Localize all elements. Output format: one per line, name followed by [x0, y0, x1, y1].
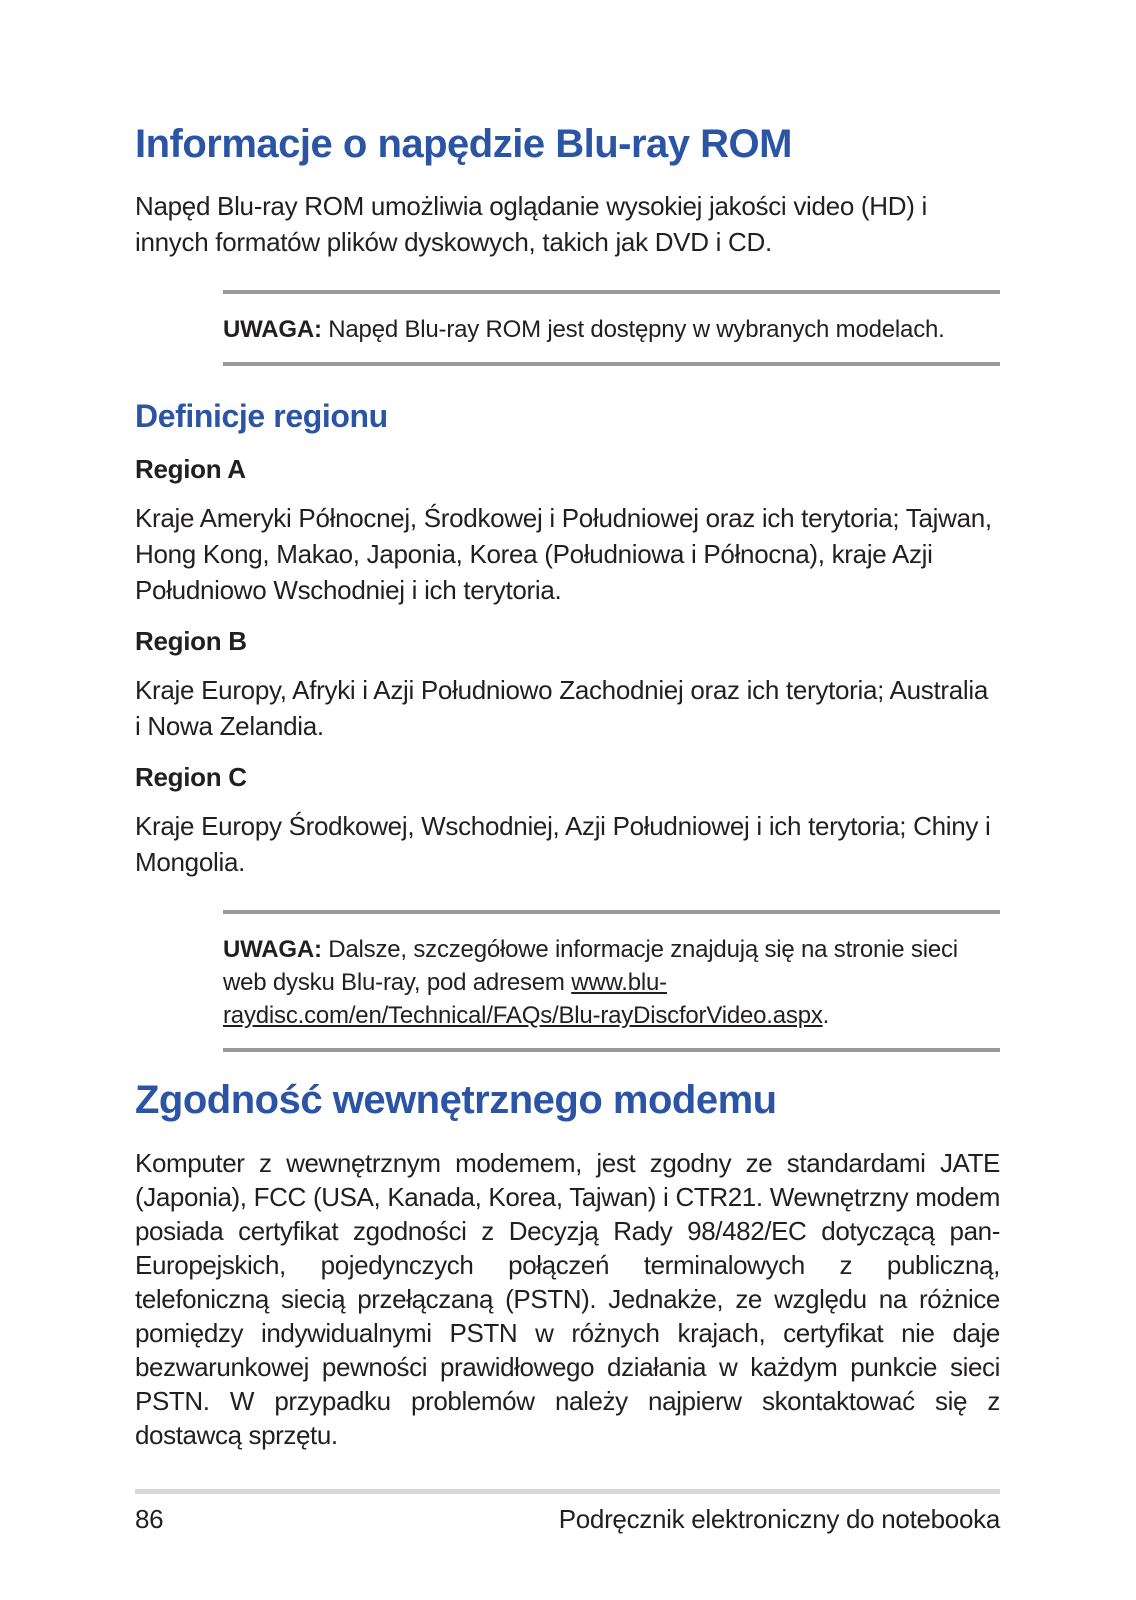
note-label: UWAGA: [223, 936, 322, 963]
region-a-heading: Region A [135, 454, 246, 484]
region-c-description: Kraje Europy Środkowej, Wschodniej, Azji Południowej i ich terytoria; Chiny i Mongolia. [135, 811, 991, 877]
page-title-modem-compliance: Zgodność wewnętrznego modemu [135, 1078, 777, 1122]
region-b-heading: Region B [135, 626, 247, 656]
modem-compliance-paragraph: Komputer z wewnętrznym modemem, jest zgodny ze standardami JATE (Japonia), FCC (USA, Kanada, Korea, Tajwan) i CTR21. Wewnętrzny modem posiada certyfikat zgodności z Decyzją Rady 98/482/EC dotyczącą pan-Europejskich, pojedynczych połączeń terminalowych z publiczną, telefoniczną siecią przełączaną (PSTN). Jednakże, ze względu na różnice pomiędzy indywidualnymi PSTN w różnych krajach, certyfikat nie daje bezwarunkowej pewności prawidłowego działania w każdym punkcie sieci PSTN. W przypadku problemów należy najpierw skontaktować się z dostawcą sprzętu. [135, 1148, 1000, 1450]
note-label: UWAGA: [223, 316, 322, 343]
region-c-heading: Region C [135, 762, 247, 792]
note-box-website [223, 910, 1000, 1052]
note-text-before-link: Dalsze, szczegółowe informacje znajdują się na stronie sieci web dysku Blu-ray, pod adresem [223, 936, 958, 996]
page-footer [135, 1489, 1000, 1535]
region-b-description: Kraje Europy, Afryki i Azji Południowo Zachodniej oraz ich terytoria; Australia i Nowa Zelandia. [135, 675, 989, 741]
section-heading-region-definitions: Definicje regionu [135, 398, 388, 434]
footer-manual-title: Podręcznik elektroniczny do notebooka [558, 1504, 1000, 1534]
region-a-description: Kraje Ameryki Północnej, Środkowej i Południowej oraz ich terytoria; Tajwan, Hong Kong, Makao, Japonia, Korea (Południowa i Północna), kraje Azji Południowo Wschodniej i ich terytoria. [135, 503, 992, 605]
intro-paragraph: Napęd Blu-ray ROM umożliwia oglądanie wysokiej jakości video (HD) i innych formatów plików dyskowych, takich jak DVD i CD. [135, 191, 927, 257]
page-number: 86 [135, 1504, 164, 1534]
page-title-bluray: Informacje o napędzie Blu-ray ROM [135, 122, 792, 166]
note-box-models [223, 290, 1000, 366]
note-text: Napęd Blu-ray ROM jest dostępny w wybranych modelach. [321, 316, 945, 343]
note-text-after-link: . [822, 1002, 830, 1029]
bluray-website-link[interactable]: www.blu-raydisc.com/en/Technical/FAQs/Blu-rayDiscforVideo.aspx [223, 969, 823, 1029]
